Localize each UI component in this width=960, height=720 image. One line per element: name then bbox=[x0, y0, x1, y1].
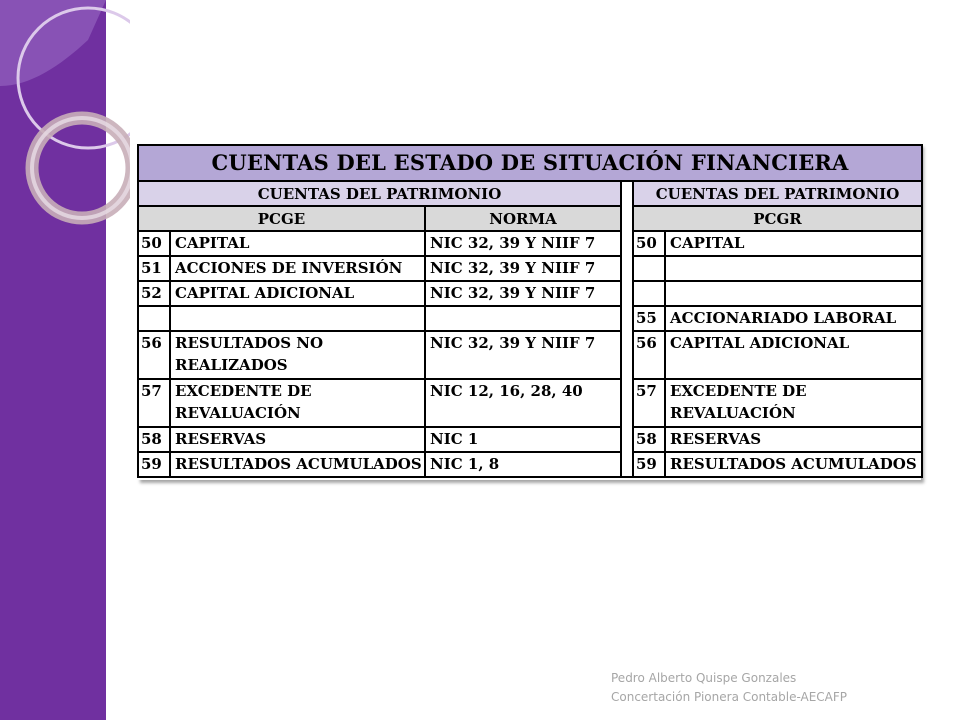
left-account-name: CAPITAL ADICIONAL bbox=[170, 281, 425, 306]
pcge-header: PCGE bbox=[138, 206, 425, 231]
financial-accounts-table bbox=[137, 144, 921, 480]
upper-arc-fill bbox=[0, 0, 106, 86]
column-gap bbox=[621, 427, 633, 452]
table-row bbox=[138, 452, 922, 477]
left-account-norma bbox=[425, 306, 621, 331]
column-gap bbox=[621, 331, 633, 379]
left-account-norma: NIC 32, 39 Y NIIF 7 bbox=[425, 281, 621, 306]
table-row bbox=[138, 306, 922, 331]
lower-ring-highlight bbox=[32, 118, 130, 218]
left-account-number: 58 bbox=[138, 427, 170, 452]
pcgr-header: PCGR bbox=[633, 206, 922, 231]
left-account-norma: NIC 32, 39 Y NIIF 7 bbox=[425, 331, 621, 379]
decorative-circles bbox=[0, 0, 130, 240]
right-account-number: 57 bbox=[633, 379, 665, 427]
column-gap bbox=[621, 306, 633, 331]
left-account-norma: NIC 12, 16, 28, 40 bbox=[425, 379, 621, 427]
right-account-number: 55 bbox=[633, 306, 665, 331]
right-account-number: 56 bbox=[633, 331, 665, 379]
table-title: CUENTAS DEL ESTADO DE SITUACIÓN FINANCIERA bbox=[138, 145, 922, 181]
left-section-header: CUENTAS DEL PATRIMONIO bbox=[138, 181, 621, 206]
right-account-number: 50 bbox=[633, 231, 665, 256]
left-account-number: 56 bbox=[138, 331, 170, 379]
right-account-number bbox=[633, 256, 665, 281]
table-row bbox=[138, 331, 922, 379]
footer-author: Pedro Alberto Quispe Gonzales bbox=[611, 671, 797, 685]
left-account-name: RESULTADOS NO REALIZADOS bbox=[170, 331, 425, 379]
footer-organization: Concertación Pionera Contable-AECAFP bbox=[611, 690, 848, 704]
right-account-name: ACCIONARIADO LABORAL bbox=[665, 306, 922, 331]
right-account-name: RESERVAS bbox=[665, 427, 922, 452]
left-account-number: 51 bbox=[138, 256, 170, 281]
left-account-name: ACCIONES DE INVERSIÓN bbox=[170, 256, 425, 281]
right-account-name: RESULTADOS ACUMULADOS bbox=[665, 452, 922, 477]
right-section-header: CUENTAS DEL PATRIMONIO bbox=[633, 181, 922, 206]
right-account-name: CAPITAL bbox=[665, 231, 922, 256]
right-account-number: 59 bbox=[633, 452, 665, 477]
right-account-name: CAPITAL ADICIONAL bbox=[665, 331, 922, 379]
left-account-norma: NIC 1 bbox=[425, 427, 621, 452]
table-row bbox=[138, 231, 922, 256]
left-account-name: RESERVAS bbox=[170, 427, 425, 452]
left-account-number: 57 bbox=[138, 379, 170, 427]
column-gap bbox=[621, 181, 633, 206]
footer-credit bbox=[611, 669, 847, 707]
table-row bbox=[138, 281, 922, 306]
column-gap bbox=[621, 231, 633, 256]
left-account-number: 52 bbox=[138, 281, 170, 306]
norma-header: NORMA bbox=[425, 206, 621, 231]
right-account-number bbox=[633, 281, 665, 306]
left-account-name bbox=[170, 306, 425, 331]
left-account-number: 59 bbox=[138, 452, 170, 477]
left-account-number bbox=[138, 306, 170, 331]
left-account-norma: NIC 32, 39 Y NIIF 7 bbox=[425, 256, 621, 281]
left-account-norma: NIC 1, 8 bbox=[425, 452, 621, 477]
right-account-name bbox=[665, 256, 922, 281]
right-account-name bbox=[665, 281, 922, 306]
column-gap bbox=[621, 452, 633, 477]
column-gap bbox=[621, 281, 633, 306]
column-gap bbox=[621, 206, 633, 231]
left-account-name: RESULTADOS ACUMULADOS bbox=[170, 452, 425, 477]
left-account-name: CAPITAL bbox=[170, 231, 425, 256]
left-account-number: 50 bbox=[138, 231, 170, 256]
left-account-norma: NIC 32, 39 Y NIIF 7 bbox=[425, 231, 621, 256]
table-row bbox=[138, 379, 922, 427]
left-account-name: EXCEDENTE DE REVALUACIÓN bbox=[170, 379, 425, 427]
table-row bbox=[138, 256, 922, 281]
right-account-number: 58 bbox=[633, 427, 665, 452]
column-gap bbox=[621, 379, 633, 427]
table-row bbox=[138, 427, 922, 452]
column-gap bbox=[621, 256, 633, 281]
right-account-name: EXCEDENTE DE REVALUACIÓN bbox=[665, 379, 922, 427]
